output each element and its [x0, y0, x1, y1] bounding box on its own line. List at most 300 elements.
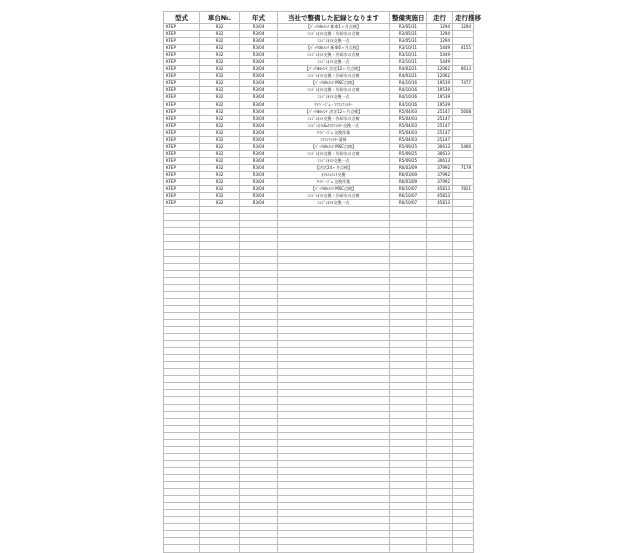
year-cell — [240, 482, 278, 489]
model-cell — [164, 418, 200, 425]
mileage-cell — [427, 390, 453, 397]
table-row — [164, 171, 474, 178]
work-description-cell: ｴﾝｼﾞﾝｵｲﾙ交換一式 — [278, 157, 390, 164]
table-row — [164, 136, 474, 143]
year-cell — [240, 221, 278, 228]
mileage-cell — [427, 503, 453, 510]
year-cell: R3/04 — [240, 129, 278, 136]
model-cell — [164, 291, 200, 298]
chassis-cell — [200, 228, 240, 235]
empty-row — [164, 524, 474, 531]
mileage-change-cell: 7821 — [453, 186, 474, 193]
mileage-cell — [427, 460, 453, 467]
work-description-cell — [278, 207, 390, 214]
mileage-change-cell — [453, 425, 474, 432]
chassis-cell — [200, 453, 240, 460]
work-description-cell — [278, 256, 390, 263]
year-cell — [240, 270, 278, 277]
year-cell — [240, 341, 278, 348]
model-cell: KFEP — [164, 171, 200, 178]
mileage-cell — [427, 284, 453, 291]
mileage-change-cell — [453, 249, 474, 256]
work-description-cell — [278, 362, 390, 369]
mileage-change-cell: 1294 — [453, 24, 474, 31]
year-cell — [240, 249, 278, 256]
work-description-cell: 【ﾊﾟｯｸdeﾒﾝﾃ 法定12ヶ月点検】 — [278, 108, 390, 115]
work-description-cell: 【ﾊﾟｯｸdeﾒﾝﾃ 新車1ヶ月点検】 — [278, 24, 390, 31]
maintenance-record-sheet — [163, 11, 481, 553]
service-date-cell — [390, 249, 427, 256]
service-date-cell — [390, 545, 427, 552]
service-date-cell: R6/10/07 — [390, 193, 427, 200]
work-description-cell: 【ﾊﾟｯｸdeﾒﾝﾃ MSC点検】 — [278, 186, 390, 193]
model-cell: KFEP — [164, 38, 200, 45]
mileage-cell: 12062 — [427, 73, 453, 80]
model-cell: KFEP — [164, 24, 200, 31]
header-service-date: 整備実施日 — [390, 12, 427, 24]
mileage-change-cell — [453, 242, 474, 249]
work-description-cell — [278, 341, 390, 348]
service-date-cell: R3/10/11 — [390, 45, 427, 52]
mileage-cell: 19539 — [427, 101, 453, 108]
empty-row — [164, 517, 474, 524]
service-date-cell: R5/09/25 — [390, 150, 427, 157]
work-description-cell — [278, 390, 390, 397]
work-description-cell — [278, 291, 390, 298]
work-description-cell: ｴﾝｼﾞﾝｵｲﾙ交換・冷却水の点検 — [278, 115, 390, 122]
work-description-cell — [278, 404, 390, 411]
mileage-change-cell — [453, 221, 474, 228]
model-cell: KFEP — [164, 143, 200, 150]
table-row — [164, 66, 474, 73]
year-cell — [240, 305, 278, 312]
model-cell — [164, 517, 200, 524]
model-cell: KFEP — [164, 52, 200, 59]
model-cell: KFEP — [164, 179, 200, 186]
mileage-change-cell — [453, 348, 474, 355]
work-description-cell — [278, 453, 390, 460]
service-date-cell — [390, 348, 427, 355]
chassis-cell: 932 — [200, 101, 240, 108]
service-date-cell — [390, 432, 427, 439]
year-cell — [240, 475, 278, 482]
service-date-cell — [390, 319, 427, 326]
mileage-cell — [427, 376, 453, 383]
empty-row — [164, 390, 474, 397]
mileage-cell — [427, 453, 453, 460]
mileage-cell — [427, 256, 453, 263]
year-cell: R3/04 — [240, 122, 278, 129]
service-date-cell — [390, 446, 427, 453]
model-cell — [164, 425, 200, 432]
service-date-cell — [390, 383, 427, 390]
mileage-change-cell — [453, 489, 474, 496]
service-date-cell: R4/03/21 — [390, 66, 427, 73]
mileage-cell — [427, 397, 453, 404]
mileage-change-cell — [453, 496, 474, 503]
service-date-cell — [390, 460, 427, 467]
mileage-change-cell — [453, 531, 474, 538]
work-description-cell — [278, 242, 390, 249]
year-cell — [240, 228, 278, 235]
year-cell: R3/04 — [240, 193, 278, 200]
mileage-change-cell — [453, 235, 474, 242]
service-date-cell: R4/10/16 — [390, 101, 427, 108]
work-description-cell: ｴﾝｼﾞﾝｵｲﾙ交換・冷却水の点検 — [278, 150, 390, 157]
empty-row — [164, 319, 474, 326]
mileage-cell: 25147 — [427, 108, 453, 115]
mileage-change-cell — [453, 291, 474, 298]
work-description-cell — [278, 348, 390, 355]
table-row — [164, 115, 474, 122]
year-cell: R3/04 — [240, 24, 278, 31]
mileage-cell — [427, 482, 453, 489]
service-date-cell — [390, 418, 427, 425]
work-description-cell: 【ﾊﾟｯｸdeﾒﾝﾃ 新車6ヶ月点検】 — [278, 45, 390, 52]
chassis-cell — [200, 348, 240, 355]
service-date-cell — [390, 221, 427, 228]
model-cell — [164, 348, 200, 355]
chassis-cell — [200, 446, 240, 453]
mileage-cell: 12062 — [427, 66, 453, 73]
year-cell — [240, 348, 278, 355]
service-date-cell — [390, 277, 427, 284]
mileage-cell: 19539 — [427, 94, 453, 101]
service-date-cell — [390, 453, 427, 460]
work-description-cell — [278, 446, 390, 453]
work-description-cell: ｵｲﾙｴﾚﾒﾝﾄ交換 — [278, 171, 390, 178]
model-cell — [164, 341, 200, 348]
chassis-cell — [200, 263, 240, 270]
chassis-cell: 932 — [200, 45, 240, 52]
header-maintenance-record: 当社で整備した記録となります — [278, 12, 390, 24]
empty-row — [164, 510, 474, 517]
mileage-change-cell — [453, 38, 474, 45]
chassis-cell — [200, 242, 240, 249]
model-cell — [164, 503, 200, 510]
model-cell — [164, 369, 200, 376]
service-date-cell — [390, 327, 427, 334]
chassis-cell: 932 — [200, 52, 240, 59]
chassis-cell: 932 — [200, 179, 240, 186]
mileage-change-cell — [453, 52, 474, 59]
mileage-change-cell — [453, 460, 474, 467]
model-cell — [164, 404, 200, 411]
year-cell: R3/04 — [240, 200, 278, 207]
empty-row — [164, 453, 474, 460]
table-row — [164, 31, 474, 38]
mileage-change-cell — [453, 383, 474, 390]
mileage-cell: 30613 — [427, 157, 453, 164]
mileage-cell — [427, 305, 453, 312]
work-description-cell: ｴﾝｼﾞﾝｵｲﾙ交換・冷却水の点検 — [278, 31, 390, 38]
mileage-cell — [427, 334, 453, 341]
service-date-cell: R3/05/31 — [390, 24, 427, 31]
year-cell — [240, 467, 278, 474]
mileage-cell — [427, 249, 453, 256]
mileage-change-cell — [453, 418, 474, 425]
year-cell — [240, 545, 278, 552]
chassis-cell: 932 — [200, 38, 240, 45]
empty-row — [164, 439, 474, 446]
work-description-cell — [278, 228, 390, 235]
mileage-change-cell — [453, 59, 474, 66]
service-date-cell — [390, 376, 427, 383]
table-row — [164, 101, 474, 108]
empty-row — [164, 291, 474, 298]
work-description-cell — [278, 460, 390, 467]
model-cell — [164, 510, 200, 517]
empty-row — [164, 277, 474, 284]
mileage-change-cell — [453, 510, 474, 517]
year-cell — [240, 390, 278, 397]
mileage-cell: 30613 — [427, 150, 453, 157]
service-date-cell — [390, 256, 427, 263]
service-date-cell: R5/04/03 — [390, 108, 427, 115]
model-cell — [164, 214, 200, 221]
mileage-cell — [427, 538, 453, 545]
year-cell: R3/04 — [240, 150, 278, 157]
work-description-cell — [278, 510, 390, 517]
chassis-cell: 932 — [200, 157, 240, 164]
mileage-change-cell: 7179 — [453, 164, 474, 171]
empty-row — [164, 531, 474, 538]
model-cell — [164, 312, 200, 319]
year-cell — [240, 376, 278, 383]
year-cell — [240, 327, 278, 334]
chassis-cell: 932 — [200, 59, 240, 66]
work-description-cell — [278, 327, 390, 334]
empty-row — [164, 489, 474, 496]
mileage-cell — [427, 214, 453, 221]
model-cell — [164, 327, 200, 334]
work-description-cell — [278, 397, 390, 404]
service-date-cell — [390, 270, 427, 277]
service-date-cell: R3/05/31 — [390, 31, 427, 38]
chassis-cell — [200, 362, 240, 369]
year-cell — [240, 496, 278, 503]
service-date-cell — [390, 235, 427, 242]
work-description-cell — [278, 475, 390, 482]
table-row — [164, 143, 474, 150]
service-date-cell — [390, 524, 427, 531]
year-cell — [240, 517, 278, 524]
service-date-cell — [390, 439, 427, 446]
mileage-change-cell — [453, 157, 474, 164]
year-cell — [240, 334, 278, 341]
mileage-cell — [427, 425, 453, 432]
chassis-cell — [200, 397, 240, 404]
mileage-cell: 5449 — [427, 59, 453, 66]
work-description-cell: ｴﾝｼﾞﾝｵｲﾙ交換・冷却水の点検 — [278, 73, 390, 80]
mileage-cell: 5449 — [427, 45, 453, 52]
year-cell: R3/04 — [240, 73, 278, 80]
year-cell — [240, 235, 278, 242]
mileage-cell — [427, 467, 453, 474]
table-row — [164, 87, 474, 94]
mileage-change-cell — [453, 129, 474, 136]
chassis-cell: 932 — [200, 186, 240, 193]
chassis-cell — [200, 489, 240, 496]
work-description-cell: ﾜｲﾊﾟｰｺﾞﾑ・ｴｱｺﾝﾌｨﾙﾀｰ — [278, 101, 390, 108]
service-date-cell: R5/04/03 — [390, 136, 427, 143]
empty-row — [164, 214, 474, 221]
model-cell — [164, 319, 200, 326]
year-cell — [240, 411, 278, 418]
empty-row — [164, 249, 474, 256]
model-cell — [164, 221, 200, 228]
service-date-cell — [390, 531, 427, 538]
work-description-cell: 【ﾊﾟｯｸdeﾒﾝﾃ MSC点検】 — [278, 80, 390, 87]
year-cell — [240, 362, 278, 369]
mileage-change-cell: 7477 — [453, 80, 474, 87]
year-cell: R3/04 — [240, 171, 278, 178]
service-date-cell — [390, 538, 427, 545]
mileage-change-cell — [453, 362, 474, 369]
mileage-change-cell — [453, 453, 474, 460]
work-description-cell — [278, 284, 390, 291]
mileage-change-cell — [453, 404, 474, 411]
chassis-cell — [200, 432, 240, 439]
model-cell: KFEP — [164, 101, 200, 108]
model-cell: KFEP — [164, 150, 200, 157]
empty-row — [164, 545, 474, 552]
service-date-cell: R4/10/16 — [390, 87, 427, 94]
empty-row — [164, 446, 474, 453]
mileage-change-cell — [453, 432, 474, 439]
empty-row — [164, 432, 474, 439]
model-cell: KFEP — [164, 45, 200, 52]
empty-row — [164, 503, 474, 510]
chassis-cell — [200, 284, 240, 291]
work-description-cell — [278, 482, 390, 489]
mileage-change-cell — [453, 179, 474, 186]
chassis-cell — [200, 305, 240, 312]
model-cell — [164, 538, 200, 545]
service-date-cell: R5/04/03 — [390, 115, 427, 122]
model-cell — [164, 475, 200, 482]
service-date-cell — [390, 425, 427, 432]
header-row — [164, 12, 474, 24]
mileage-cell — [427, 277, 453, 284]
work-description-cell — [278, 334, 390, 341]
work-description-cell — [278, 411, 390, 418]
chassis-cell — [200, 312, 240, 319]
model-cell: KFEP — [164, 80, 200, 87]
mileage-cell — [427, 383, 453, 390]
mileage-change-cell — [453, 397, 474, 404]
mileage-change-cell — [453, 319, 474, 326]
empty-row — [164, 235, 474, 242]
service-date-cell — [390, 404, 427, 411]
mileage-change-cell — [453, 284, 474, 291]
service-date-cell — [390, 503, 427, 510]
year-cell: R3/04 — [240, 101, 278, 108]
table-row — [164, 45, 474, 52]
service-date-cell — [390, 482, 427, 489]
year-cell — [240, 397, 278, 404]
work-description-cell — [278, 489, 390, 496]
mileage-cell — [427, 263, 453, 270]
model-cell — [164, 228, 200, 235]
mileage-change-cell — [453, 446, 474, 453]
chassis-cell: 932 — [200, 136, 240, 143]
table-row — [164, 164, 474, 171]
work-description-cell — [278, 517, 390, 524]
mileage-cell — [427, 242, 453, 249]
empty-row — [164, 383, 474, 390]
chassis-cell — [200, 235, 240, 242]
chassis-cell: 932 — [200, 66, 240, 73]
mileage-cell — [427, 439, 453, 446]
model-cell — [164, 284, 200, 291]
chassis-cell: 932 — [200, 94, 240, 101]
year-cell: R3/04 — [240, 52, 278, 59]
model-cell: KFEP — [164, 200, 200, 207]
year-cell: R3/04 — [240, 164, 278, 171]
empty-row — [164, 263, 474, 270]
year-cell: R3/04 — [240, 157, 278, 164]
table-row — [164, 179, 474, 186]
chassis-cell — [200, 390, 240, 397]
empty-row — [164, 298, 474, 305]
mileage-cell — [427, 524, 453, 531]
chassis-cell — [200, 524, 240, 531]
service-date-cell — [390, 305, 427, 312]
year-cell — [240, 369, 278, 376]
year-cell — [240, 263, 278, 270]
table-row — [164, 73, 474, 80]
empty-row — [164, 341, 474, 348]
chassis-cell — [200, 517, 240, 524]
chassis-cell — [200, 510, 240, 517]
empty-row — [164, 397, 474, 404]
service-date-cell — [390, 397, 427, 404]
table-row — [164, 150, 474, 157]
model-cell — [164, 397, 200, 404]
model-cell — [164, 362, 200, 369]
empty-row — [164, 348, 474, 355]
mileage-cell: 45813 — [427, 186, 453, 193]
mileage-cell — [427, 355, 453, 362]
year-cell — [240, 538, 278, 545]
empty-row — [164, 467, 474, 474]
mileage-cell: 37992 — [427, 164, 453, 171]
model-cell — [164, 305, 200, 312]
year-cell — [240, 418, 278, 425]
service-date-cell: R6/03/09 — [390, 171, 427, 178]
service-date-cell — [390, 214, 427, 221]
mileage-change-cell — [453, 207, 474, 214]
model-cell: KFEP — [164, 108, 200, 115]
mileage-change-cell — [453, 517, 474, 524]
work-description-cell — [278, 524, 390, 531]
year-cell: R3/04 — [240, 179, 278, 186]
service-date-cell: R4/10/16 — [390, 94, 427, 101]
year-cell: R3/04 — [240, 108, 278, 115]
year-cell — [240, 489, 278, 496]
model-cell — [164, 545, 200, 552]
chassis-cell — [200, 214, 240, 221]
service-date-cell — [390, 496, 427, 503]
model-cell — [164, 249, 200, 256]
table-row — [164, 200, 474, 207]
service-date-cell — [390, 284, 427, 291]
table-row — [164, 129, 474, 136]
model-cell — [164, 355, 200, 362]
service-date-cell: R5/09/25 — [390, 143, 427, 150]
mileage-change-cell — [453, 94, 474, 101]
